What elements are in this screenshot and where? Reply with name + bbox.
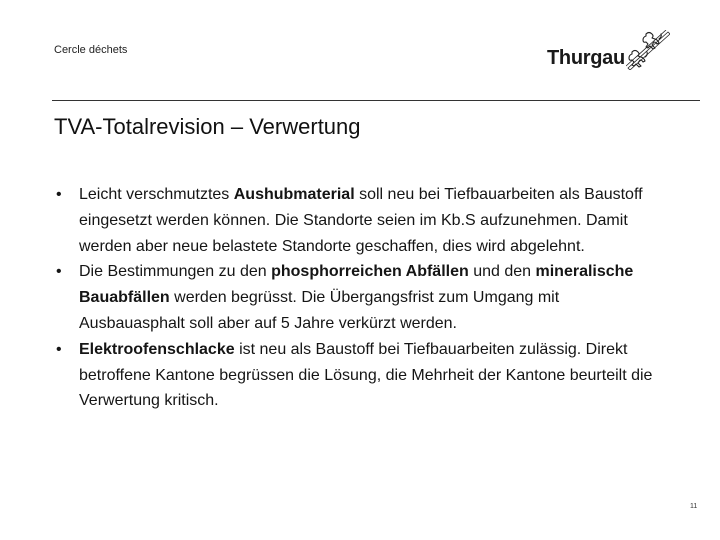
bullet-text: Die Bestimmungen zu den bbox=[79, 263, 272, 281]
list-item bbox=[54, 182, 654, 259]
header-label: Cercle déchets bbox=[54, 44, 128, 56]
bullet-text: soll neu bei Tiefbauarbeiten als Baustoff eingesetzt werden können. Die Standorte seien im Kb.S aufzunehmen. Damit werden aber neue belastete Standorte geschaffen, dies wird abgelehnt. bbox=[79, 186, 643, 255]
bullet-text-bold: phosphorreichen Abfällen bbox=[271, 263, 469, 281]
thurgau-logo bbox=[546, 30, 674, 76]
bullet-list bbox=[54, 182, 654, 414]
bullet-dot: • bbox=[56, 263, 62, 281]
bullet-text: werden begrüsst. Die Übergangsfrist zum Umgang mit Ausbauasphalt soll aber auf 5 Jahre verkürzt werden. bbox=[79, 289, 560, 332]
header-divider bbox=[52, 100, 700, 101]
bullet-dot: • bbox=[56, 186, 62, 203]
bullet-text-bold: mineralische Bauabfällen bbox=[79, 263, 634, 307]
logo-text: Thurgau bbox=[547, 47, 625, 69]
list-item bbox=[54, 337, 654, 414]
bullet-text-bold: Aushubmaterial bbox=[233, 186, 355, 203]
slide-title: TVA-Totalrevision – Verwertung bbox=[54, 114, 361, 139]
bullet-dot: • bbox=[56, 340, 62, 358]
coat-of-arms-icon bbox=[626, 30, 670, 70]
page-number: 11 bbox=[690, 503, 698, 510]
list-item bbox=[54, 259, 654, 336]
bullet-text: und den bbox=[468, 263, 536, 281]
bullet-text: Leicht verschmutztes bbox=[79, 186, 234, 203]
bullet-text-bold: Elektroofenschlacke bbox=[79, 340, 235, 358]
bullet-text: ist neu als Baustoff bei Tiefbauarbeiten zulässig. Direkt betroffene Kantone begrüssen die Lösung, die Mehrheit der Kantone beurteilt die Verwertung kritisch. bbox=[79, 340, 653, 410]
